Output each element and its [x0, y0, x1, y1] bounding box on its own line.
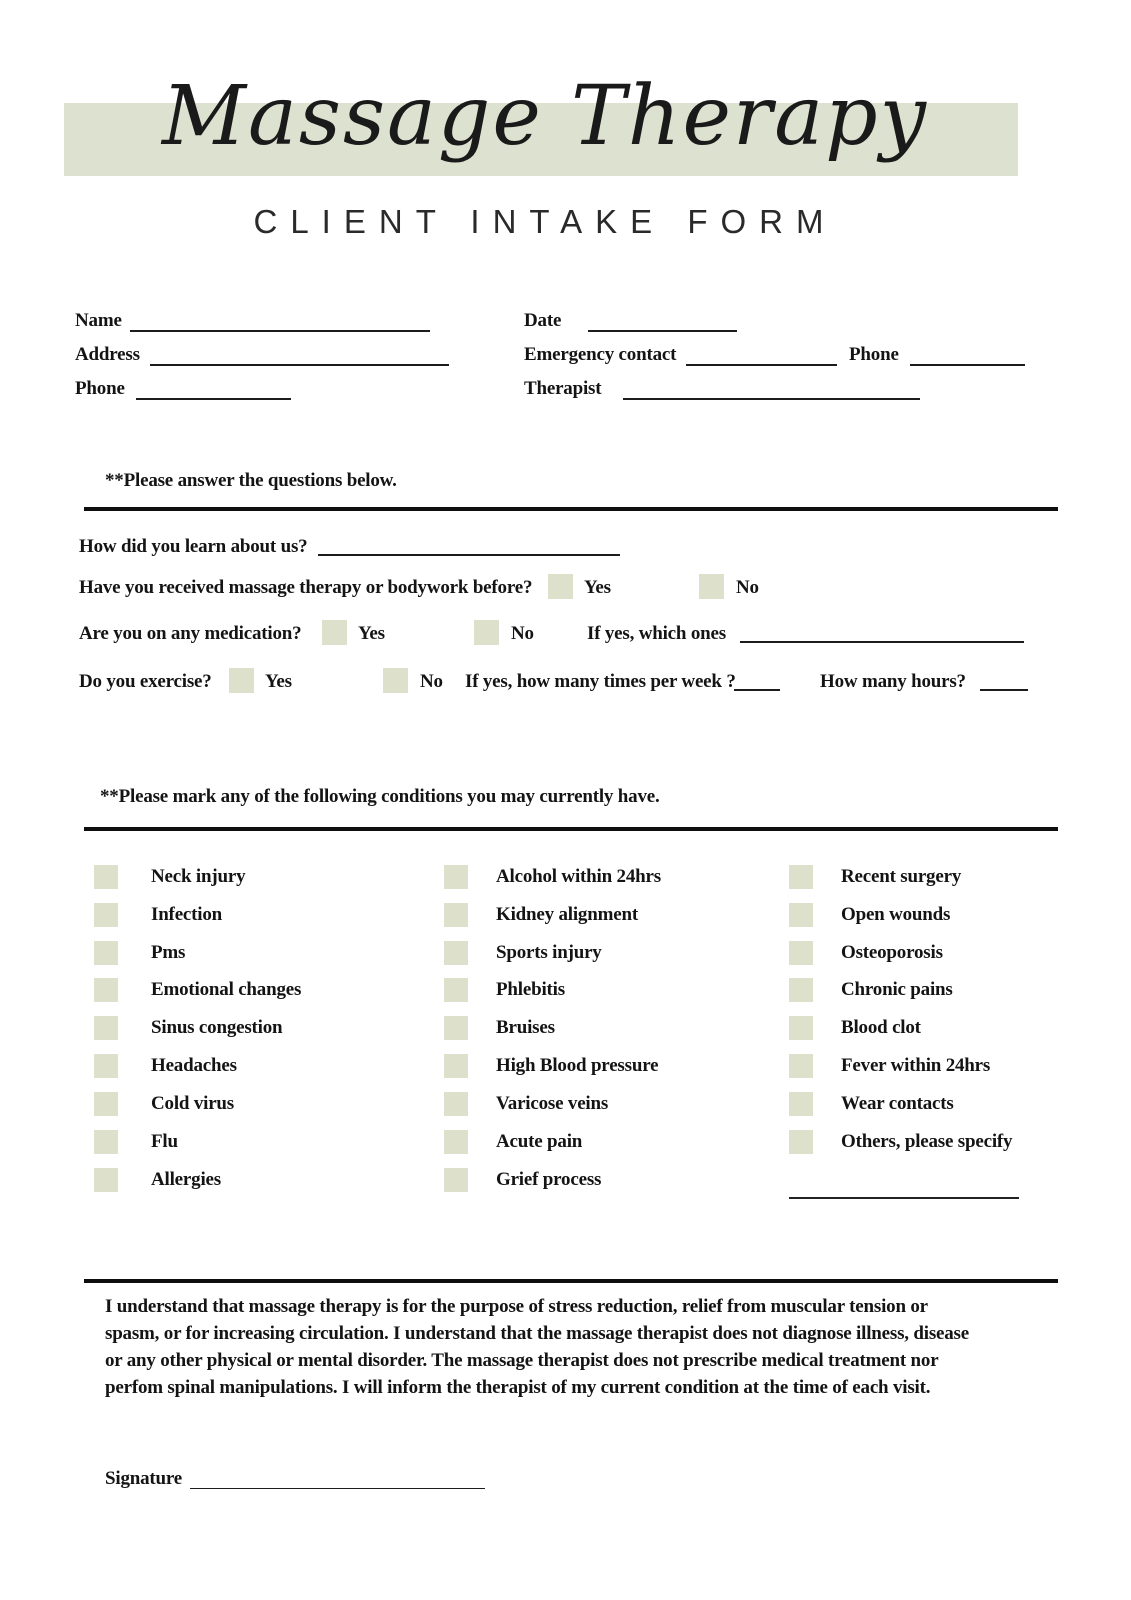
condition-label: Acute pain [496, 1130, 583, 1152]
condition-label: Chronic pains [841, 979, 953, 1001]
condition-row [94, 934, 301, 972]
emergency-phone-label: Phone [849, 344, 899, 365]
condition-row [94, 1123, 301, 1161]
name-input-line[interactable] [130, 310, 430, 332]
condition-row [444, 858, 661, 896]
exercise-no-label: No [420, 671, 443, 692]
medication-yes-label: Yes [358, 623, 385, 644]
exercise-no-checkbox[interactable] [383, 668, 408, 693]
therapist-label: Therapist [524, 378, 602, 399]
emergency-contact-input-line[interactable] [686, 344, 837, 366]
condition-row [789, 1047, 1019, 1085]
date-input-line[interactable] [588, 310, 737, 332]
date-label: Date [524, 310, 562, 331]
condition-row [94, 1009, 301, 1047]
condition-checkbox-kidney-alignment[interactable] [444, 903, 468, 927]
condition-checkbox-varicose-veins[interactable] [444, 1092, 468, 1116]
condition-label: Wear contacts [841, 1092, 954, 1114]
condition-checkbox-sports-injury[interactable] [444, 941, 468, 965]
condition-row [444, 1009, 661, 1047]
condition-label: Sports injury [496, 941, 602, 963]
condition-checkbox-headaches[interactable] [94, 1054, 118, 1078]
condition-row [444, 934, 661, 972]
condition-checkbox-chronic-pains[interactable] [789, 978, 813, 1002]
condition-row [789, 896, 1019, 934]
condition-row [94, 1047, 301, 1085]
medication-label: Are you on any medication? [79, 623, 302, 644]
condition-label: High Blood pressure [496, 1055, 659, 1077]
address-input-line[interactable] [150, 344, 449, 366]
condition-label: Infection [151, 903, 223, 925]
section-divider-top [84, 507, 1058, 511]
exercise-yes-label: Yes [265, 671, 292, 692]
condition-checkbox-bruises[interactable] [444, 1016, 468, 1040]
condition-checkbox-allergies[interactable] [94, 1168, 118, 1192]
condition-label: Emotional changes [151, 979, 302, 1001]
condition-row [94, 896, 301, 934]
condition-label: Allergies [151, 1168, 221, 1190]
condition-checkbox-alcohol-24hrs[interactable] [444, 865, 468, 889]
condition-checkbox-others[interactable] [789, 1130, 813, 1154]
exercise-hours-input-line[interactable] [980, 669, 1028, 691]
condition-checkbox-infection[interactable] [94, 903, 118, 927]
condition-label: Blood clot [841, 1017, 921, 1039]
condition-checkbox-cold-virus[interactable] [94, 1092, 118, 1116]
exercise-times-label: If yes, how many times per week ? [465, 671, 736, 692]
phone-input-line[interactable] [136, 378, 291, 400]
section-divider-middle [84, 827, 1058, 831]
condition-label: Alcohol within 24hrs [496, 865, 661, 887]
condition-row [789, 1085, 1019, 1123]
condition-label: Others, please specify [841, 1130, 1013, 1152]
condition-label: Varicose veins [496, 1092, 609, 1114]
condition-label: Open wounds [841, 903, 951, 925]
condition-row [789, 1009, 1019, 1047]
condition-checkbox-flu[interactable] [94, 1130, 118, 1154]
condition-label: Headaches [151, 1055, 237, 1077]
condition-label: Pms [151, 941, 186, 963]
exercise-hours-label: How many hours? [820, 671, 966, 692]
massage-before-no-label: No [736, 577, 759, 598]
therapist-input-line[interactable] [623, 378, 920, 400]
condition-checkbox-neck-injury[interactable] [94, 865, 118, 889]
emergency-contact-label: Emergency contact [524, 344, 677, 365]
disclaimer-text: I understand that massage therapy is for the purpose of stress reduction, relief from muscular tension or spasm, or for increasing circulation. I understand that the massage therapist does not diagnose illness, disease or any other physical or mental disorder. The massage therapist does not prescribe medical treatment nor perfom spinal manipulations. I will inform the therapist of my current condition at the time of each visit. [105, 1296, 969, 1398]
address-label: Address [75, 344, 140, 365]
condition-checkbox-open-wounds[interactable] [789, 903, 813, 927]
condition-row [789, 934, 1019, 972]
medication-no-checkbox[interactable] [474, 620, 499, 645]
condition-label: Phlebitis [496, 979, 565, 1001]
medication-yes-checkbox[interactable] [322, 620, 347, 645]
condition-checkbox-grief-process[interactable] [444, 1168, 468, 1192]
condition-row [444, 1085, 661, 1123]
script-title: Massage Therapy [162, 69, 928, 164]
questions-section-heading: **Please answer the questions below. [105, 470, 397, 491]
condition-checkbox-emotional-changes[interactable] [94, 978, 118, 1002]
section-divider-bottom [84, 1279, 1058, 1283]
conditions-section-heading: **Please mark any of the following conditions you may currently have. [100, 786, 660, 807]
condition-row [94, 1085, 301, 1123]
condition-checkbox-sinus-congestion[interactable] [94, 1016, 118, 1040]
condition-label: Recent surgery [841, 865, 962, 887]
conditions-column-1 [94, 858, 301, 1199]
condition-row [94, 1161, 301, 1199]
condition-checkbox-acute-pain[interactable] [444, 1130, 468, 1154]
condition-label: Fever within 24hrs [841, 1055, 991, 1077]
exercise-yes-checkbox[interactable] [229, 668, 254, 693]
condition-checkbox-wear-contacts[interactable] [789, 1092, 813, 1116]
condition-row [444, 1123, 661, 1161]
condition-checkbox-pms[interactable] [94, 941, 118, 965]
condition-row [444, 1161, 661, 1199]
signature-label: Signature [105, 1468, 183, 1489]
condition-label: Kidney alignment [496, 903, 638, 925]
signature-input-line[interactable] [190, 1468, 485, 1489]
condition-row [444, 972, 661, 1010]
condition-checkbox-high-blood-pressure[interactable] [444, 1054, 468, 1078]
massage-before-yes-label: Yes [584, 577, 611, 598]
form-subtitle: CLIENT INTAKE FORM [253, 203, 837, 240]
name-label: Name [75, 310, 122, 331]
condition-label: Neck injury [151, 865, 246, 887]
emergency-phone-input-line[interactable] [910, 344, 1025, 366]
condition-label: Bruises [496, 1017, 555, 1039]
conditions-column-2 [444, 858, 661, 1199]
conditions-column-3 [789, 858, 1019, 1207]
massage-before-yes-checkbox[interactable] [548, 574, 573, 599]
others-specify-input-line[interactable] [789, 1197, 1019, 1199]
condition-label: Flu [151, 1130, 178, 1152]
condition-label: Osteoporosis [841, 941, 943, 963]
condition-row [444, 896, 661, 934]
condition-label: Cold virus [151, 1092, 234, 1114]
massage-before-no-checkbox[interactable] [699, 574, 724, 599]
medication-followup-input-line[interactable] [740, 621, 1024, 643]
condition-checkbox-phlebitis[interactable] [444, 978, 468, 1002]
learn-about-us-label: How did you learn about us? [79, 536, 308, 557]
condition-row [789, 1123, 1019, 1161]
condition-row [94, 858, 301, 896]
condition-checkbox-blood-clot[interactable] [789, 1016, 813, 1040]
condition-row [444, 1047, 661, 1085]
condition-label: Grief process [496, 1168, 602, 1190]
medication-no-label: No [511, 623, 534, 644]
condition-checkbox-recent-surgery[interactable] [789, 865, 813, 889]
condition-row [789, 858, 1019, 896]
exercise-label: Do you exercise? [79, 671, 212, 692]
condition-label: Sinus congestion [151, 1017, 283, 1039]
learn-about-us-input-line[interactable] [318, 534, 620, 556]
exercise-times-input-line[interactable] [734, 669, 780, 691]
massage-before-label: Have you received massage therapy or bodywork before? [79, 577, 533, 598]
condition-row [94, 972, 301, 1010]
condition-checkbox-fever-24hrs[interactable] [789, 1054, 813, 1078]
condition-checkbox-osteoporosis[interactable] [789, 941, 813, 965]
condition-row [789, 1161, 1019, 1207]
medication-followup-label: If yes, which ones [587, 623, 726, 644]
phone-label: Phone [75, 378, 125, 399]
condition-row [789, 972, 1019, 1010]
